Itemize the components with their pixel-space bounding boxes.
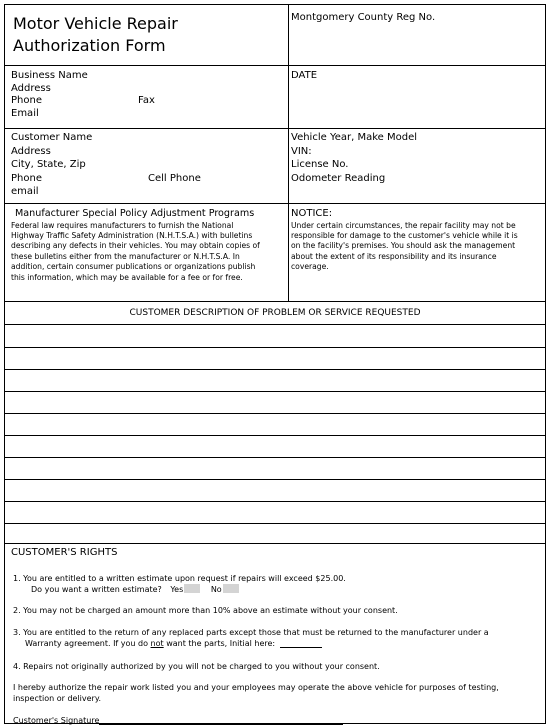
rights-item-4: 4. Repairs not originally authorized by you will not be charged to you without your consent. <box>13 662 380 671</box>
customer-name-label: Customer Name <box>11 132 93 143</box>
description-line[interactable] <box>5 391 545 392</box>
rights-item-3-warranty <box>25 638 322 649</box>
form-frame <box>4 4 546 724</box>
policy-line: Highway Traffic Safety Administration (N.H.T.S.A.) with bulletins <box>11 230 253 240</box>
description-line[interactable] <box>5 369 545 370</box>
notice-line: on the facility's premises. You should ask the management <box>291 241 516 251</box>
rights-heading: CUSTOMER'S RIGHTS <box>11 547 118 558</box>
policy-line: addition, certain consumer publications or organizations publish <box>11 262 256 272</box>
description-line[interactable] <box>5 435 545 436</box>
policy-line: this information, which may be available for a fee or for free. <box>11 272 243 282</box>
rights-item-1-question <box>31 584 239 595</box>
initial-text: want the parts, Initial here: <box>163 639 276 648</box>
customer-city-label: City, State, Zip <box>11 159 86 171</box>
not-emphasis: not <box>150 639 164 648</box>
description-line[interactable] <box>5 324 545 325</box>
description-line[interactable] <box>5 523 545 524</box>
notice-line: Under certain circumstances, the repair facility may not be <box>291 220 516 230</box>
notice-line: coverage. <box>291 262 329 272</box>
description-line[interactable] <box>5 457 545 458</box>
description-line[interactable] <box>5 347 545 348</box>
vehicle-year-make-label: Vehicle Year, Make Model <box>291 132 418 143</box>
notice-section <box>291 208 543 273</box>
notice-heading: NOTICE: <box>291 208 333 219</box>
policy-text <box>11 221 285 283</box>
initial-field[interactable] <box>280 647 322 648</box>
customer-email-label: email <box>11 186 39 198</box>
signature-row <box>13 715 343 726</box>
business-phone-label: Phone <box>11 95 42 106</box>
column-divider <box>288 5 289 301</box>
business-address-label: Address <box>11 82 51 94</box>
description-line[interactable] <box>5 501 545 502</box>
business-info <box>11 70 281 120</box>
policy-heading: Manufacturer Special Policy Adjustment Programs <box>15 208 255 219</box>
form-title-line1: Motor Vehicle Repair <box>13 14 178 33</box>
business-phone-row <box>11 95 281 108</box>
authorization-line1: I hereby authorize the repair work listed you and your employees may operate the above vehicle for purposes of testing, <box>13 683 499 692</box>
policy-line: describing any defects in their vehicles. You may obtain copies of <box>11 241 260 251</box>
no-label: No <box>210 585 222 594</box>
signature-field[interactable] <box>99 724 343 725</box>
business-fax-label: Fax <box>138 95 155 106</box>
notice-text <box>291 221 543 273</box>
rights-item-1: 1. You are entitled to a written estimate upon request if repairs will exceed $25.00. <box>13 574 346 583</box>
vehicle-license-label: License No. <box>291 159 349 171</box>
vehicle-vin-label: VIN: <box>291 145 312 157</box>
customer-address-label: Address <box>11 145 51 157</box>
vehicle-info <box>291 131 417 185</box>
customer-cell-label: Cell Phone <box>148 172 201 184</box>
policy-line: these bulletins either from the manufacturer or N.H.T.S.A. In <box>11 251 240 261</box>
description-line[interactable] <box>5 479 545 480</box>
divider-header <box>5 65 545 66</box>
signature-label: Customer's Signature <box>13 716 100 725</box>
reg-no-label: Montgomery County Reg No. <box>291 12 436 23</box>
form-title-line2: Authorization Form <box>13 36 166 55</box>
divider-policy <box>5 301 545 302</box>
description-line[interactable] <box>5 543 545 544</box>
notice-line: responsible for damage to the customer's vehicle while it is <box>291 230 518 240</box>
date-label: DATE <box>291 70 318 81</box>
business-email-label: Email <box>11 107 39 119</box>
divider-business <box>5 128 545 129</box>
vehicle-odometer-label: Odometer Reading <box>291 172 386 184</box>
yes-checkbox[interactable] <box>184 584 200 593</box>
notice-line: about the extent of its responsibility and its insurance <box>291 251 497 261</box>
policy-line: Federal law requires manufacturers to furnish the National <box>11 220 234 230</box>
authorization-line2: inspection or delivery. <box>13 694 101 703</box>
description-heading: CUSTOMER DESCRIPTION OF PROBLEM OR SERVICE REQUESTED <box>129 308 421 318</box>
form-title <box>13 13 283 57</box>
business-name-label: Business Name <box>11 70 88 81</box>
customer-info <box>11 131 281 199</box>
no-checkbox[interactable] <box>223 584 239 593</box>
policy-section <box>11 208 285 283</box>
rights-item-3: 3. You are entitled to the return of any replaced parts except those that must be returned to the manufacturer under a <box>13 628 489 637</box>
estimate-question: Do you want a written estimate? <box>31 585 162 594</box>
description-line[interactable] <box>5 413 545 414</box>
yes-label: Yes <box>170 585 184 594</box>
divider-customer <box>5 203 545 204</box>
warranty-text: Warranty agreement. If you do <box>25 639 151 648</box>
customer-phone-label: Phone <box>11 172 42 184</box>
rights-item-2: 2. You may not be charged an amount more than 10% above an estimate without your consent. <box>13 606 398 615</box>
customer-phone-row <box>11 172 281 186</box>
